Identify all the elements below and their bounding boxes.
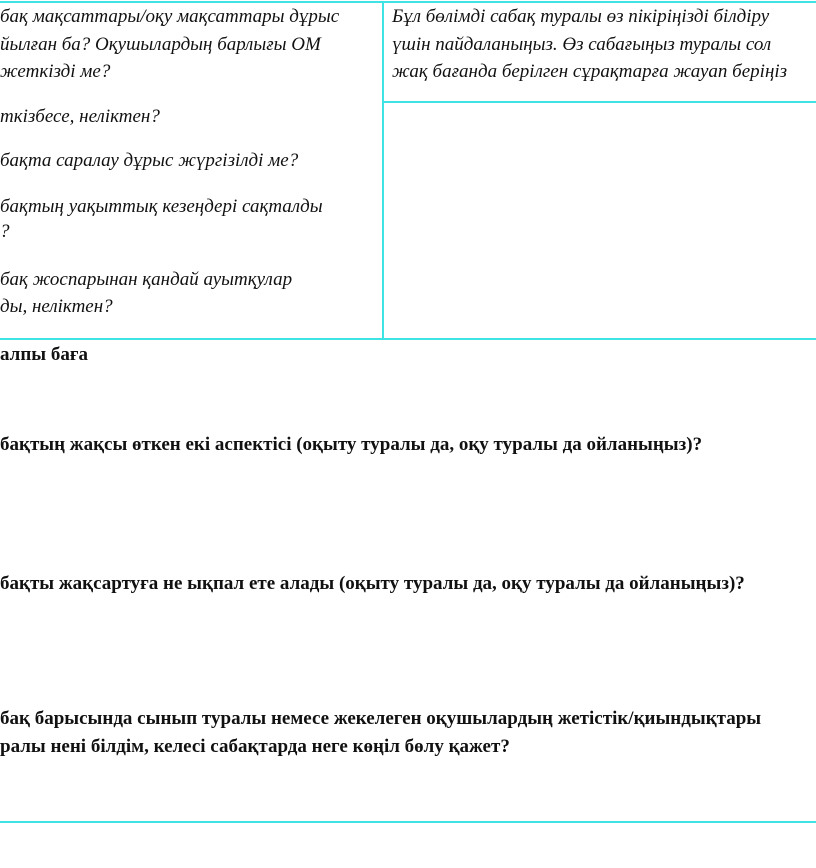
question-line: йылған ба? Оқушылардың барлығы ОМ (0, 34, 321, 55)
question-line: бақтың уақыттық кезеңдері сақталды (0, 196, 323, 217)
question-line: бақта саралау дұрыс жүргізілді ме? (0, 150, 299, 171)
summary-question-2: бақты жақсартуға не ықпал ете алады (оқыту туралы да, оқу туралы да ойланыңыз)? (0, 573, 745, 594)
row-divider (0, 338, 816, 340)
instruction-line: Бұл бөлімді сабақ туралы өз пікіріңізді білдіру (392, 6, 770, 27)
question-line: бақ мақсаттары/оқу мақсаттары дұрыс (0, 6, 340, 27)
instruction-line: үшін пайдаланыңыз. Өз сабағыңыз туралы сол (392, 34, 772, 55)
summary-question-3-line-2: ралы нені білдім, келесі сабақтарда неге көңіл бөлу қажет? (0, 736, 510, 757)
column-divider (382, 1, 384, 340)
right-cell-divider (382, 101, 816, 103)
summary-question-3-line-1: бақ барысында сынып туралы немесе жекелеген оқушылардың жетістік/қиындықтары (0, 708, 762, 729)
question-line: ткізбесе, неліктен? (0, 106, 160, 127)
question-line: ды, неліктен? (0, 296, 113, 317)
table-border-top (0, 1, 816, 3)
table-border-bottom (0, 821, 816, 823)
question-line: жеткізді ме? (0, 61, 111, 82)
summary-heading: алпы баға (0, 344, 88, 365)
question-line: бақ жоспарынан қандай ауытқулар (0, 269, 293, 290)
summary-question-1: бақтың жақсы өткен екі аспектісі (оқыту туралы да, оқу туралы да ойланыңыз)? (0, 434, 703, 455)
instruction-line: жақ бағанда берілген сұрақтарға жауап беріңіз (392, 61, 788, 82)
question-line: ? (0, 221, 10, 242)
